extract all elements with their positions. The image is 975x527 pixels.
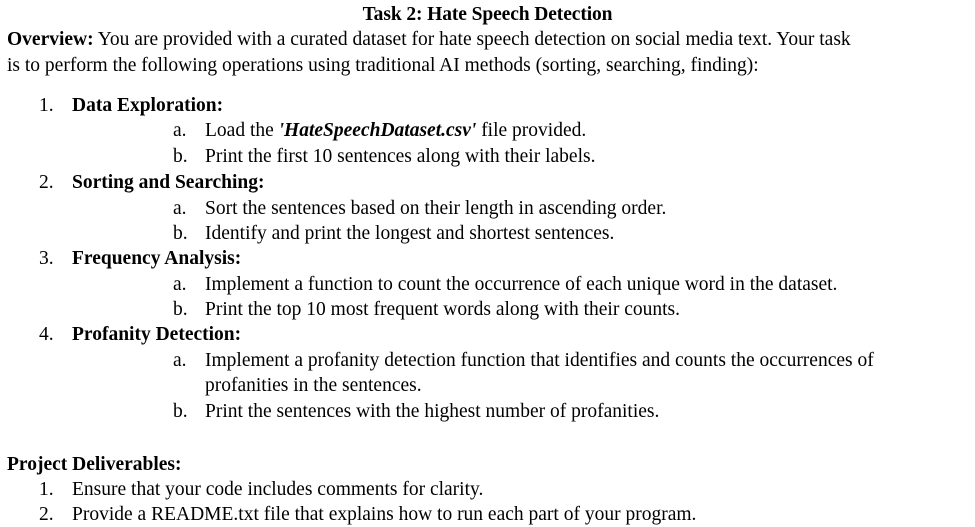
deliverable-2-text: Provide a README.txt file that explains how to run each part of your program.: [72, 504, 697, 525]
task-1-heading: Data Exploration:: [72, 95, 224, 116]
overview-line-2: is to perform the following operations using traditional AI methods (sorting, searching, finding):: [7, 55, 759, 76]
document-title: Task 2: Hate Speech Detection: [362, 4, 613, 25]
overview-line-1: [7, 27, 851, 52]
deliverables-heading: Project Deliverables:: [7, 454, 182, 475]
overview-text-1: You are provided with a curated dataset for hate speech detection on social media text. Your task: [93, 29, 851, 50]
task-4-heading: Profanity Detection:: [72, 324, 242, 345]
task-1a-prefix: Load the: [205, 120, 279, 141]
task-3a-letter: a.: [173, 274, 187, 295]
deliverable-2-number: 2.: [39, 504, 54, 525]
task-1b-text: Print the first 10 sentences along with their labels.: [205, 146, 596, 167]
task-1-number: 1.: [39, 95, 54, 116]
overview-label: Overview:: [7, 29, 94, 50]
task-3a-text: Implement a function to count the occurrence of each unique word in the dataset.: [205, 274, 838, 295]
task-3-heading: Frequency Analysis:: [72, 248, 242, 269]
task-2-heading: Sorting and Searching:: [72, 172, 265, 193]
dataset-filename: 'HateSpeechDataset.csv': [278, 120, 477, 141]
task-4a-letter: a.: [173, 350, 187, 371]
task-1b-letter: b.: [173, 146, 188, 167]
task-3-number: 3.: [39, 248, 54, 269]
task-2-number: 2.: [39, 172, 54, 193]
task-1a-suffix: file provided.: [476, 120, 587, 141]
task-2a-letter: a.: [173, 198, 187, 219]
deliverable-1-number: 1.: [39, 479, 54, 500]
task-4b-letter: b.: [173, 401, 188, 422]
task-4a-text-line-1: Implement a profanity detection function that identifies and counts the occurrences of: [205, 350, 874, 371]
task-1a-letter: a.: [173, 120, 187, 141]
task-3b-text: Print the top 10 most frequent words along with their counts.: [205, 299, 680, 320]
deliverable-1-text: Ensure that your code includes comments for clarity.: [72, 479, 484, 500]
task-2b-text: Identify and print the longest and shortest sentences.: [205, 223, 615, 244]
task-2a-text: Sort the sentences based on their length in ascending order.: [205, 198, 667, 219]
task-3b-letter: b.: [173, 299, 188, 320]
task-4b-text: Print the sentences with the highest number of profanities.: [205, 401, 660, 422]
task-4a-text-line-2: profanities in the sentences.: [205, 375, 422, 396]
task-2b-letter: b.: [173, 223, 188, 244]
task-1a-text: [205, 118, 586, 143]
task-4-number: 4.: [39, 324, 54, 345]
